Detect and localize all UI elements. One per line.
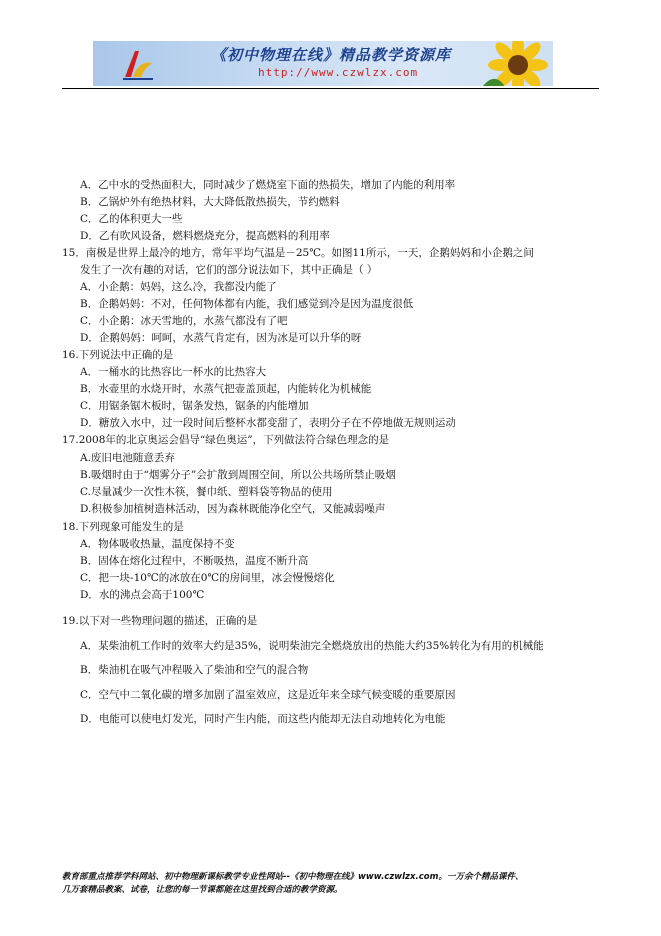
banner-url: http://www.czwlzx.com xyxy=(258,66,419,79)
question-stem: 18.下列现象可能发生的是 xyxy=(62,521,184,533)
answer-option: B．水壶里的水烧开时，水蒸气把壶盖顶起，内能转化为机械能 xyxy=(80,383,372,395)
answer-option: D．电能可以使电灯发光，同时产生内能，而这些内能却无法自动地转化为电能 xyxy=(80,713,446,725)
answer-option: D．乙有吹风设备，燃料燃烧充分，提高燃料的利用率 xyxy=(80,230,330,242)
answer-option: C．空气中二氧化碳的增多加剧了温室效应，这是近年来全球气候变暖的重要原因 xyxy=(80,689,456,701)
answer-option: C．把一块-10℃的冰放在0℃的房间里，冰会慢慢熔化 xyxy=(80,572,335,584)
answer-option: B．企鹅妈妈：不对，任何物体都有内能，我们感觉到冷是因为温度很低 xyxy=(80,298,414,310)
answer-option: C.尽量减少一次性木筷，餐巾纸、塑料袋等物品的使用 xyxy=(80,486,333,498)
footer-line-2: 几万套精品教案、试卷，让您的每一节课都能在这里找到合适的教学资源。 xyxy=(62,885,343,895)
sunflower-icon xyxy=(478,41,553,86)
answer-option: D．企鹅妈妈：呵呵，水蒸气肯定有，因为冰是可以升华的呀 xyxy=(80,332,362,344)
answer-option: A.废旧电池随意丢弃 xyxy=(80,452,175,464)
question-stem: 17.2008年的北京奥运会倡导“绿色奥运”，下列做法符合绿色理念的是 xyxy=(62,434,390,446)
answer-option: A．物体吸收热量，温度保持不变 xyxy=(80,538,235,550)
page-footer xyxy=(62,871,607,897)
footer-line-1: 教育部重点推荐学科网站、初中物理新课标教学专业性网站--《初中物理在线》www.czwlzx.com。一万余个精品课件、 xyxy=(62,872,524,882)
answer-option: C．乙的体积更大一些 xyxy=(80,213,183,225)
question-stem-continued: 发生了一次有趣的对话，它们的部分说法如下，其中正确是（ ） xyxy=(80,264,378,276)
answer-option: A．乙中水的受热面积大，同时减少了燃烧室下面的热损失，增加了内能的利用率 xyxy=(80,179,456,191)
site-logo xyxy=(121,47,155,81)
answer-option: A．小企鹅：妈妈，这么冷，我都没内能了 xyxy=(80,281,277,293)
answer-option: B．柴油机在吸气冲程吸入了柴油和空气的混合物 xyxy=(80,664,309,676)
answer-option: D．水的沸点会高于100℃ xyxy=(80,589,205,601)
answer-option: C．用锯条锯木板时，锯条发热，锯条的内能增加 xyxy=(80,400,309,412)
answer-option: A．某柴油机工作时的效率大约是35%，说明柴油完全燃烧放出的热能大约35%转化为有用的机械能 xyxy=(80,640,544,652)
answer-option: B．乙锅炉外有绝热材料，大大降低散热损失，节约燃料 xyxy=(80,196,340,208)
header-divider xyxy=(62,88,599,89)
question-stem: 15．南极是世界上最冷的地方，常年平均气温是－25℃。如图11所示，一天，企鹅妈妈和小企鹅之间 xyxy=(62,247,534,259)
question-stem: 19.以下对一些物理问题的描述，正确的是 xyxy=(62,615,258,627)
answer-option: A．一桶水的比热容比一杯水的比热容大 xyxy=(80,366,267,378)
answer-option: B.吸烟时由于“烟雾分子”会扩散到周围空间，所以公共场所禁止吸烟 xyxy=(80,469,396,481)
question-stem: 16.下列说法中正确的是 xyxy=(62,349,174,361)
answer-option: D.积极参加植树造林活动，因为森林既能净化空气，又能减弱噪声 xyxy=(80,503,386,515)
answer-option: B．固体在熔化过程中，不断吸热，温度不断升高 xyxy=(80,555,309,567)
answer-option: C．小企鹅：冰天雪地的，水蒸气都没有了吧 xyxy=(80,315,288,327)
banner-title: 《初中物理在线》精品教学资源库 xyxy=(211,46,452,64)
answer-option: D．糖放入水中，过一段时间后整杯水都变甜了，表明分子在不停地做无规则运动 xyxy=(80,417,456,429)
header-banner xyxy=(93,41,553,86)
